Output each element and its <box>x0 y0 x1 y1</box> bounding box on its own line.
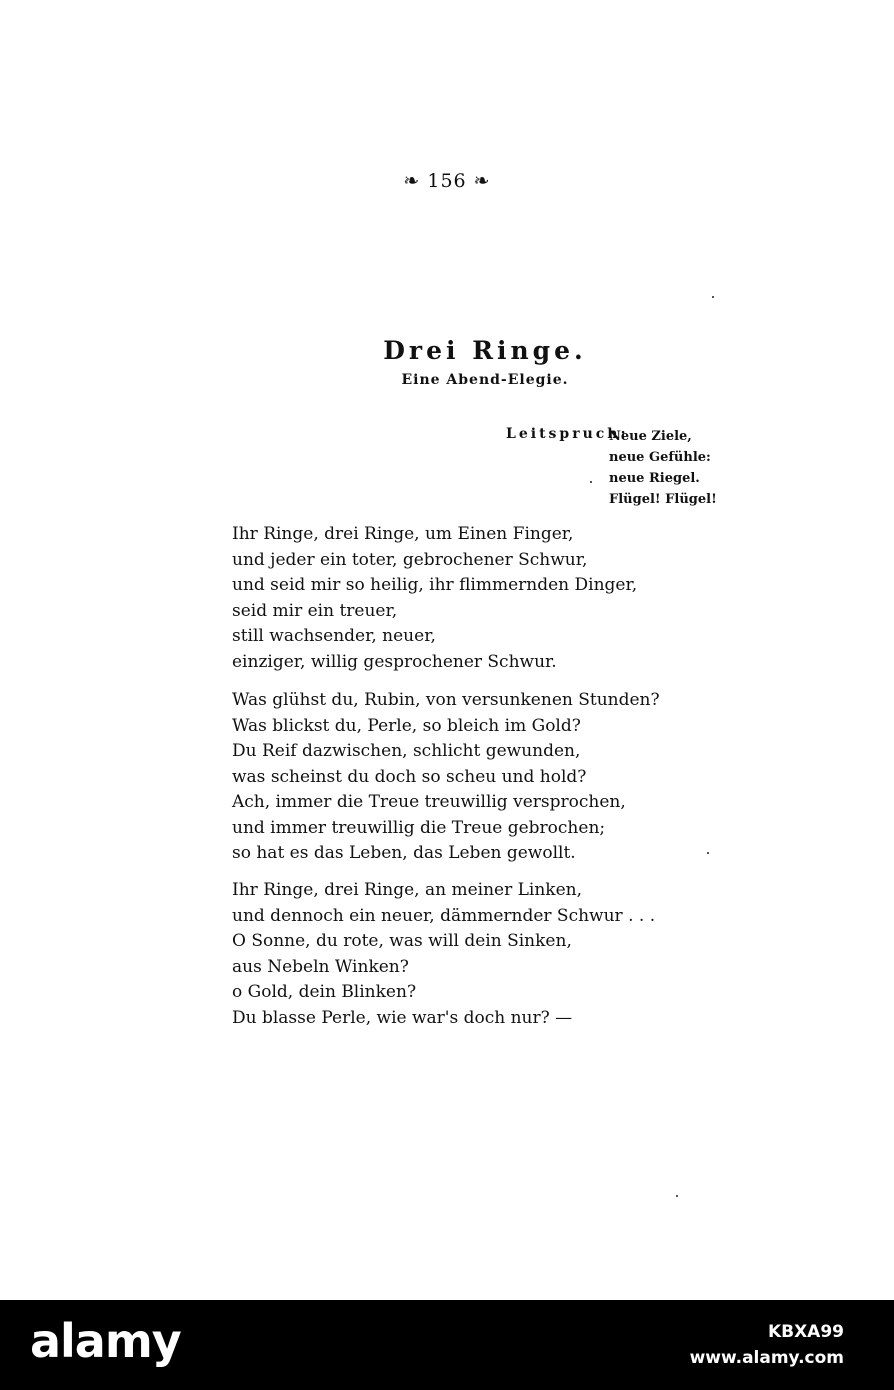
paper-speck <box>676 1195 678 1197</box>
stanza-2 <box>232 688 660 867</box>
verse-line: o Gold, dein Blinken? <box>232 982 417 1002</box>
paper-speck <box>707 852 709 854</box>
verse-line: O Sonne, du rote, was will dein Sinken, <box>232 931 572 951</box>
verse-line: und seid mir so heilig, ihr flimmernden Dinger, <box>232 575 638 595</box>
paper-speck <box>712 296 714 298</box>
page-number: ❧ 156 ❧ <box>403 170 491 192</box>
verse-line: so hat es das Leben, das Leben gewollt. <box>232 843 576 863</box>
paper-speck <box>590 481 592 483</box>
motto-line: Flügel! Flügel! <box>609 492 717 507</box>
verse-line: seid mir ein treuer, <box>232 600 398 621</box>
motto-line: neue Riegel. <box>609 471 700 486</box>
motto <box>609 426 717 510</box>
verse-line: und jeder ein toter, gebrochener Schwur, <box>232 549 588 570</box>
verse-line: Was glühst du, Rubin, von versunkenen Stunden? <box>232 690 660 710</box>
verse-line: Du Reif dazwischen, schlicht gewunden, <box>232 741 581 761</box>
verse-line: aus Nebeln Winken? <box>232 956 409 977</box>
verse-line: und dennoch ein neuer, dämmernder Schwur . . . <box>232 905 656 926</box>
motto-line: Neue Ziele, <box>609 429 692 444</box>
verse-line: Ach, immer die Treue treuwillig versprochen, <box>232 792 626 812</box>
poem-title: Drei Ringe. <box>383 336 587 365</box>
verse-line: Ihr Ringe, drei Ringe, an meiner Linken, <box>232 880 583 900</box>
motto-label: Leitspruch: <box>506 426 629 442</box>
poem-subtitle: Eine Abend-Elegie. <box>401 372 569 388</box>
verse-line: und immer treuwillig die Treue gebrochen; <box>232 817 606 838</box>
image-id: KBXA99 <box>767 1322 844 1342</box>
verse-line: still wachsender, neuer, <box>232 626 436 646</box>
watermark-footer <box>0 1300 894 1390</box>
stanza-1 <box>232 522 637 675</box>
stanza-3 <box>232 878 655 1031</box>
verse-line: Was blickst du, Perle, so bleich im Gold? <box>232 715 581 736</box>
alamy-logo: alamy <box>30 1314 181 1368</box>
verse-line: was scheinst du doch so scheu und hold? <box>232 766 587 787</box>
site-url: www.alamy.com <box>689 1348 844 1368</box>
verse-line: Ihr Ringe, drei Ringe, um Einen Finger, <box>232 524 574 544</box>
verse-line: einziger, willig gesprochener Schwur. <box>232 651 557 672</box>
verse-line: Du blasse Perle, wie war's doch nur? — <box>232 1007 573 1028</box>
motto-line: neue Gefühle: <box>609 450 711 465</box>
